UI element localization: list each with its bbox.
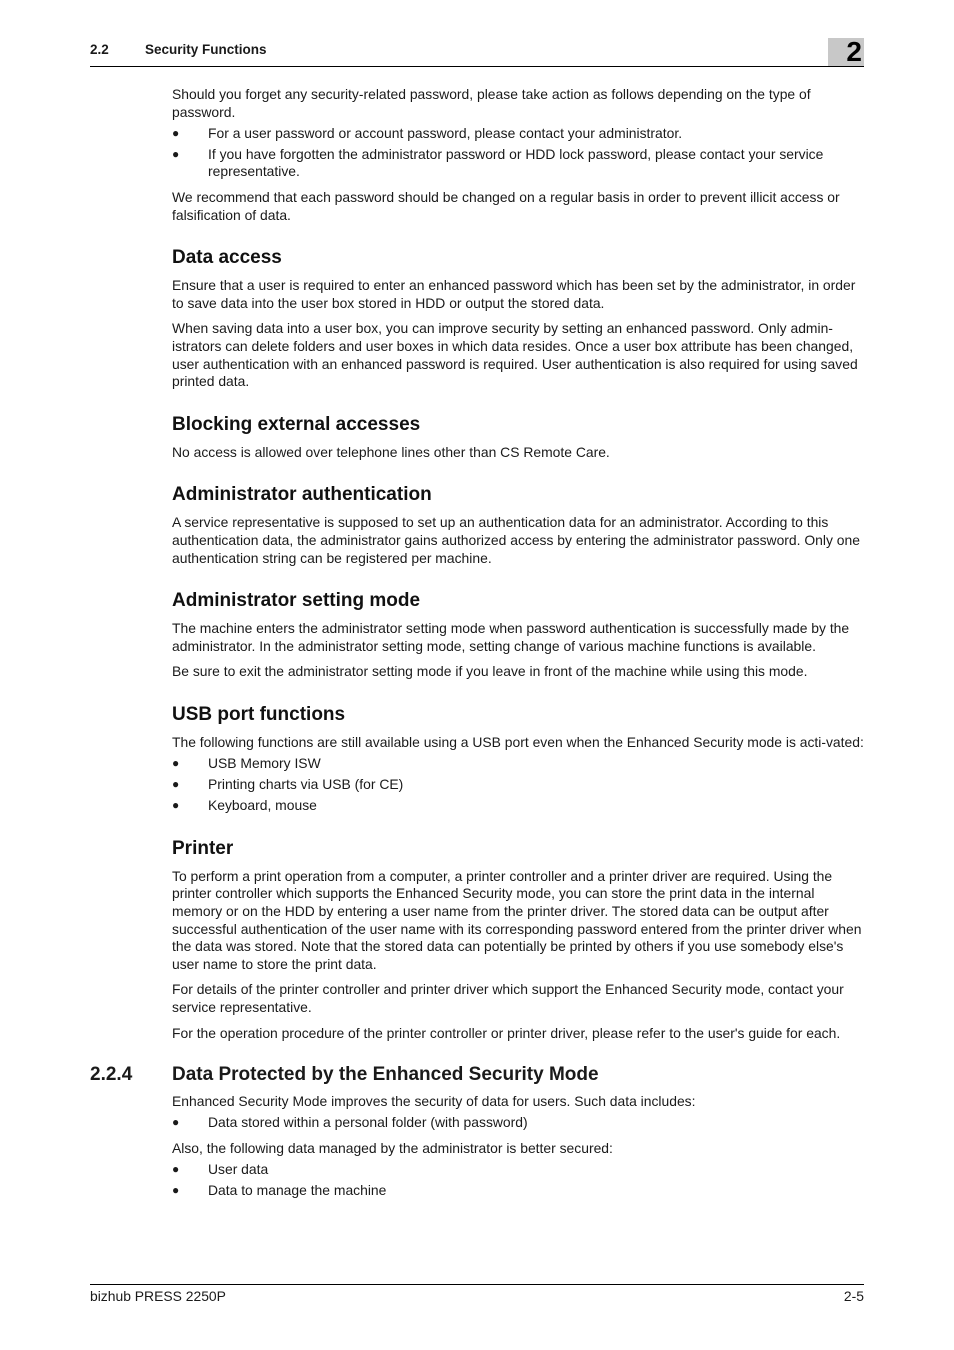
list-item: ● Data to manage the machine bbox=[172, 1181, 387, 1198]
header-section-number: 2.2 bbox=[90, 42, 109, 57]
data-access-paragraph-2: When saving data into a user box, you can improve security by setting an enhanced password. Only admin-istrators can delete folders and user boxes in which data resides. Once a user box attribute has been changed, user authentication with an enhanced password is required. User authentication is also required for using saved printed data. bbox=[172, 320, 858, 390]
footer-product-name: bizhub PRESS 2250P bbox=[90, 1288, 226, 1304]
list-item: ● Printing charts via USB (for CE) bbox=[172, 776, 404, 793]
footer-page-number: 2-5 bbox=[843, 1288, 864, 1304]
heading-usb-port-functions: USB port functions bbox=[172, 703, 346, 725]
bullet-icon: ● bbox=[172, 125, 180, 140]
intro-paragraph-2: We recommend that each password should be changed on a regular basis in order to prevent illicit access or falsification of data. bbox=[172, 188, 840, 223]
usb-bullet-list bbox=[172, 755, 866, 815]
intro-paragraph: Should you forget any security-related password, please take action as follows depending on the type of password. bbox=[172, 86, 811, 120]
section-224-bullet-list-2 bbox=[172, 1161, 866, 1200]
printer-paragraph-3: For the operation procedure of the printer controller or printer driver, please refer to the user's guide for each. bbox=[172, 1024, 841, 1041]
list-item: ● Keyboard, mouse bbox=[172, 797, 317, 814]
heading-administrator-setting-mode: Administrator setting mode bbox=[172, 590, 421, 612]
blocking-paragraph: No access is allowed over telephone lines other than CS Remote Care. bbox=[172, 443, 610, 460]
data-access-paragraph-1: Ensure that a user is required to enter an enhanced password which has been set by the administrator, in order to save data into the user box stored in HDD or output the stored data. bbox=[172, 277, 856, 311]
bullet-icon: ● bbox=[172, 755, 180, 770]
list-item: ● User data bbox=[172, 1160, 269, 1177]
list-item: ● For a user password or account password, please contact your administrator. bbox=[172, 124, 683, 141]
section-number: 2.2.4 bbox=[90, 1064, 133, 1086]
page-header bbox=[90, 38, 864, 67]
bullet-icon: ● bbox=[172, 777, 180, 792]
list-item: ● If you have forgotten the administrator password or HDD lock password, please contact your service representative. bbox=[172, 145, 824, 180]
section-224-bullet-list-1 bbox=[172, 1114, 866, 1132]
heading-administrator-authentication: Administrator authentication bbox=[172, 484, 432, 506]
section-224-paragraph-1: Enhanced Security Mode improves the security of data for users. Such data includes: bbox=[172, 1093, 696, 1110]
section-224-paragraph-2: Also, the following data managed by the administrator is better secured: bbox=[172, 1139, 613, 1156]
heading-data-access: Data access bbox=[172, 247, 282, 269]
list-item: ● Data stored within a personal folder (with password) bbox=[172, 1114, 528, 1131]
admin-auth-paragraph: A service representative is supposed to set up an authentication data for an administrator. According to this authentication data, the administrator gains authorized access by entering the administrator password. Only one authentication string can be registered per machine. bbox=[172, 514, 860, 566]
bullet-icon: ● bbox=[172, 146, 180, 161]
heading-blocking-external-accesses: Blocking external accesses bbox=[172, 413, 421, 435]
printer-paragraph-1: To perform a print operation from a computer, a printer controller and a printer driver are required. Using the printer controller which supports the Enhanced Security mode, you can store the print data in the internal memory or on the HDD by entering a user name from the printer driver. The stored data can be output after successful authentication of the user name with its corresponding password entered from the printer driver when the data was stored. Note that the stored data can potentially be printed by others if you use somebody else's user name to store the print data. bbox=[172, 867, 862, 972]
admin-mode-paragraph-2: Be sure to exit the administrator setting mode if you leave in front of the machine while using this mode. bbox=[172, 663, 808, 680]
bullet-icon: ● bbox=[172, 1115, 180, 1130]
list-item: ● USB Memory ISW bbox=[172, 754, 321, 771]
bullet-icon: ● bbox=[172, 1182, 180, 1197]
section-heading-2-2-4 bbox=[90, 1042, 866, 1093]
bullet-icon: ● bbox=[172, 798, 180, 813]
heading-printer: Printer bbox=[172, 837, 234, 859]
usb-paragraph: The following functions are still available using a USB port even when the Enhanced Security mode is acti-vated: bbox=[172, 733, 864, 750]
printer-paragraph-2: For details of the printer controller and printer driver which support the Enhanced Security mode, contact your service representative. bbox=[172, 981, 844, 1015]
bullet-icon: ● bbox=[172, 1161, 180, 1176]
section-title: Data Protected by the Enhanced Security Mode bbox=[172, 1064, 599, 1086]
chapter-tab bbox=[828, 38, 864, 66]
admin-mode-paragraph-1: The machine enters the administrator setting mode when password authentication is successfully made by the administrator. In the administrator setting mode, setting change of various machine functions is available. bbox=[172, 620, 850, 654]
main-content bbox=[90, 86, 866, 1200]
page-footer bbox=[90, 1284, 864, 1304]
header-section-title: Security Functions bbox=[145, 42, 267, 57]
chapter-number: 2 bbox=[846, 36, 862, 67]
intro-bullet-list bbox=[172, 125, 866, 181]
